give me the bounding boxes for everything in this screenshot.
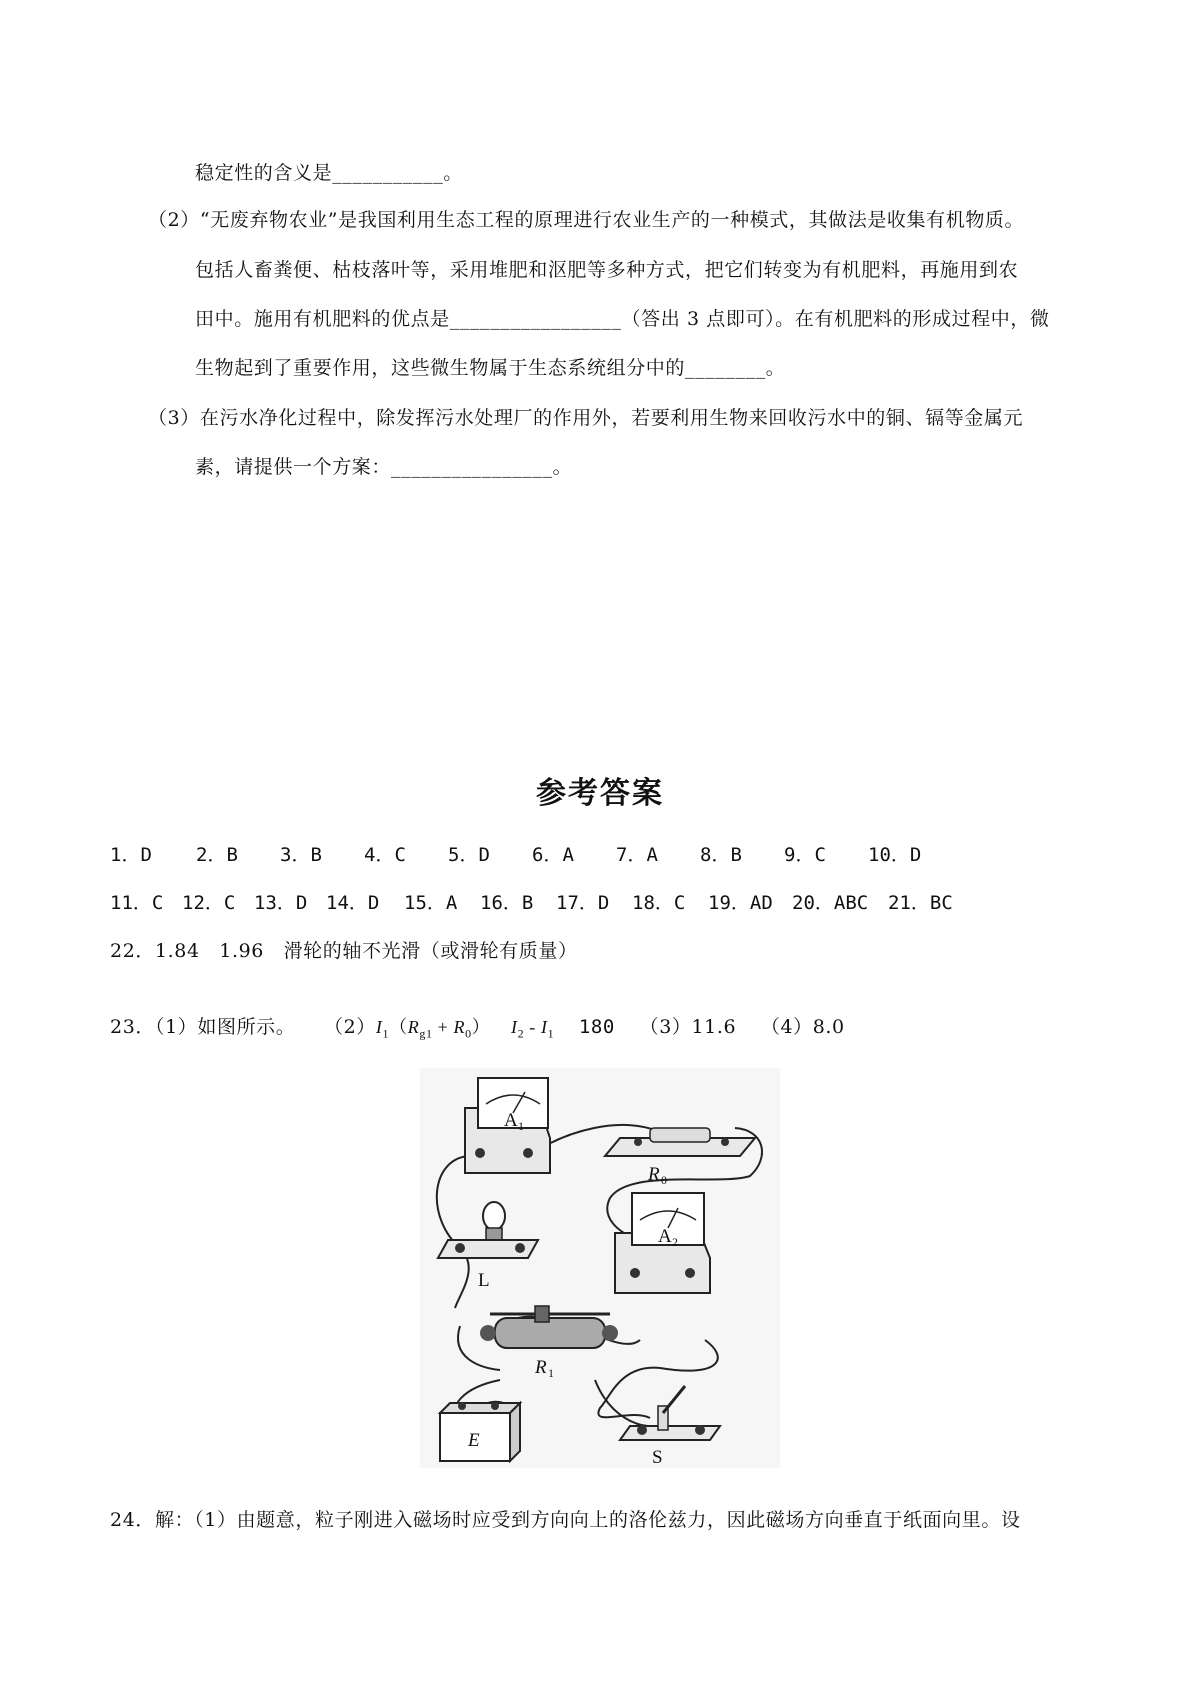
answer-item: 12．C <box>182 892 236 914</box>
question-part2-line-3: 田中。施用有机肥料的优点是_________________（答出 3 点即可）。在有机肥料的形成过程中，微 <box>195 308 1050 330</box>
answer-item: 1．D <box>110 844 152 866</box>
answer-item: 3．B <box>280 844 322 866</box>
answer-24: 24．解：（1）由题意，粒子刚进入磁场时应受到方向向上的洛伦兹力，因此磁场方向垂直于纸面向里。设 <box>110 1509 1021 1531</box>
answer-item: 4．C <box>364 844 406 866</box>
answer-item: 7．A <box>616 844 658 866</box>
rheostat-label: R <box>535 1357 547 1378</box>
switch-label: S <box>652 1447 663 1468</box>
answer-23-part1: 23．（1）如图所示。 <box>110 1016 296 1038</box>
question-line-1: 稳定性的含义是___________。 <box>195 162 463 184</box>
ammeter-a2-subscript: 2 <box>672 1235 678 1249</box>
question-part2-line-4: 生物起到了重要作用，这些微生物属于生态系统组分中的________。 <box>195 357 786 379</box>
answer-item: 13．D <box>254 892 308 914</box>
answer-item: 20．ABC <box>792 892 869 914</box>
answer-item: 14．D <box>326 892 380 914</box>
formula-operator: - <box>524 1017 541 1037</box>
answer-item: 6．A <box>532 844 574 866</box>
question-part2-line-1: （2）“无废弃物农业”是我国利用生态工程的原理进行农业生产的一种模式，其做法是收集有机物质。 <box>148 209 1025 231</box>
ammeter-a1-label: A <box>504 1110 518 1131</box>
ammeter-a1-subscript: 1 <box>518 1119 524 1133</box>
question-part2-line-2: 包括人畜粪便、枯枝落叶等，采用堆肥和沤肥等多种方式，把它们转变为有机肥料，再施用到农 <box>195 259 1019 281</box>
answer-23 <box>110 1012 845 1042</box>
question-part3-line-1: （3）在污水净化过程中，除发挥污水处理厂的作用外，若要利用生物来回收污水中的铜、镉等金属元 <box>148 407 1024 429</box>
r0-label: R <box>648 1164 660 1185</box>
answer-item: 15．A <box>404 892 458 914</box>
answer-item: 9．C <box>784 844 826 866</box>
answer-22: 22．1.84 1.96 滑轮的轴不光滑（或滑轮有质量） <box>110 940 578 962</box>
answer-item: 19．AD <box>708 892 773 914</box>
formula-subscript: 2 <box>517 1026 525 1041</box>
answer-item: 17．D <box>556 892 610 914</box>
formula-subscript: 1 <box>382 1026 390 1041</box>
ammeter-a2-label: A <box>658 1226 672 1247</box>
formula-symbol: I <box>375 1017 383 1037</box>
formula-subscript: 0 <box>465 1026 472 1041</box>
battery-label: E <box>468 1430 480 1451</box>
battery-e <box>440 1402 520 1461</box>
answer-23-formula-2 <box>510 1017 555 1041</box>
formula-paren: ） <box>471 1017 491 1037</box>
answer-23-formula-1 <box>375 1017 491 1041</box>
formula-symbol: R <box>407 1017 420 1037</box>
rheostat-subscript: 1 <box>548 1366 554 1380</box>
formula-subscript: 1 <box>547 1026 555 1041</box>
formula-subscript: g1 <box>419 1026 433 1041</box>
lamp-label: L <box>478 1270 490 1291</box>
formula-paren: （ <box>389 1017 408 1037</box>
answer-item: 2．B <box>196 844 238 866</box>
answer-23-part4: （4）8.0 <box>760 1016 845 1038</box>
answers-row-1 <box>110 840 921 867</box>
answer-item: 11．C <box>110 892 164 914</box>
ammeter-a1 <box>465 1078 550 1173</box>
question-part3-line-2: 素，请提供一个方案：________________。 <box>195 456 573 478</box>
answers-row-2 <box>110 888 953 915</box>
answer-item: 16．B <box>480 892 534 914</box>
r0-subscript: 0 <box>661 1173 667 1187</box>
answer-23-part2-prefix: （2） <box>324 1016 376 1038</box>
formula-operator: + <box>432 1017 454 1037</box>
answer-23-value: 180 <box>578 1016 615 1038</box>
answer-item: 5．D <box>448 844 490 866</box>
answer-item: 10．D <box>868 844 922 866</box>
answer-23-part3: （3）11.6 <box>639 1016 737 1038</box>
formula-symbol: R <box>453 1017 466 1037</box>
answer-item: 21．BC <box>888 892 953 914</box>
formula-symbol: I <box>510 1017 518 1037</box>
answer-item: 8．B <box>700 844 742 866</box>
circuit-diagram <box>420 1068 780 1468</box>
answer-section-title: 参考答案 <box>536 776 664 811</box>
formula-symbol: I <box>540 1017 548 1037</box>
answer-item: 18．C <box>632 892 686 914</box>
